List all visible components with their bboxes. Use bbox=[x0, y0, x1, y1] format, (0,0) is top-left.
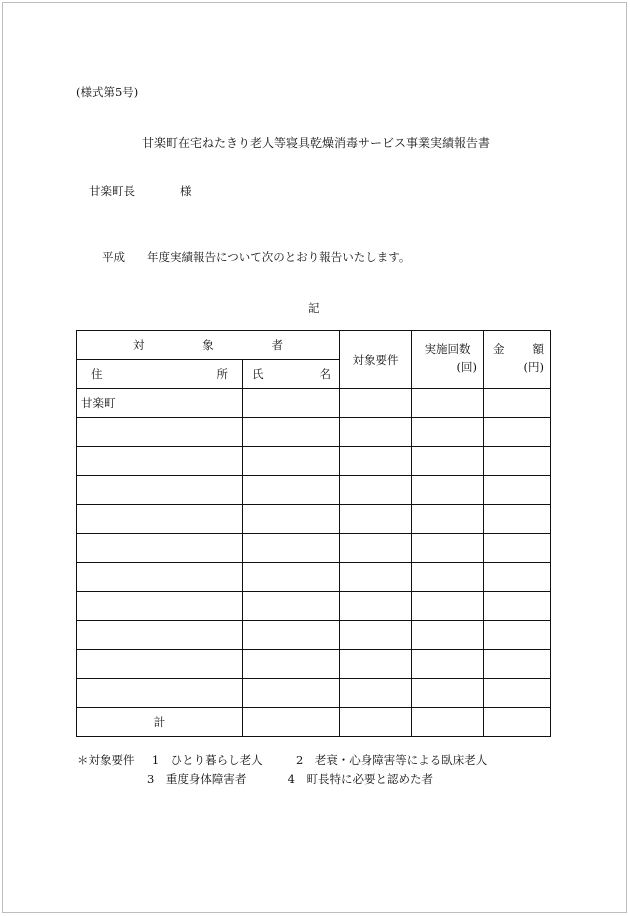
header-char: 金 bbox=[493, 341, 505, 356]
amount-cell bbox=[484, 534, 551, 563]
table-row bbox=[77, 592, 551, 621]
name-cell bbox=[243, 679, 340, 708]
header-char: 象 bbox=[202, 338, 214, 352]
table-row bbox=[77, 650, 551, 679]
name-cell bbox=[243, 476, 340, 505]
count-cell bbox=[412, 679, 484, 708]
header-count-unit: (回) bbox=[456, 359, 477, 374]
requirement-cell bbox=[340, 650, 412, 679]
amount-cell bbox=[484, 592, 551, 621]
table-row bbox=[77, 389, 551, 418]
address-cell bbox=[77, 476, 243, 505]
address-cell bbox=[77, 447, 243, 476]
table-row bbox=[77, 534, 551, 563]
count-cell bbox=[412, 476, 484, 505]
header-amount bbox=[484, 331, 551, 389]
header-target-person bbox=[77, 331, 340, 360]
address-cell bbox=[77, 418, 243, 447]
count-cell bbox=[412, 592, 484, 621]
note-item-2: 2 老衰・心身障害等による臥床老人 bbox=[295, 753, 488, 767]
requirement-cell bbox=[340, 389, 412, 418]
record-table bbox=[76, 330, 551, 737]
amount-cell bbox=[484, 418, 551, 447]
address-cell bbox=[77, 621, 243, 650]
note-line-2 bbox=[147, 771, 433, 787]
count-cell bbox=[412, 505, 484, 534]
count-cell bbox=[412, 708, 484, 737]
header-char: 氏 bbox=[252, 367, 264, 381]
header-char: 住 bbox=[91, 367, 103, 381]
name-cell bbox=[243, 621, 340, 650]
requirement-cell bbox=[340, 476, 412, 505]
address-cell bbox=[77, 563, 243, 592]
note-line-1 bbox=[77, 752, 487, 768]
table-row bbox=[77, 476, 551, 505]
requirement-cell bbox=[340, 534, 412, 563]
count-cell bbox=[412, 447, 484, 476]
requirement-cell bbox=[340, 505, 412, 534]
count-cell bbox=[412, 621, 484, 650]
note-item-3: 3 重度身体障害者 bbox=[147, 772, 247, 786]
total-row bbox=[77, 708, 551, 737]
table-row bbox=[77, 418, 551, 447]
header-char: 所 bbox=[216, 367, 228, 381]
amount-cell bbox=[484, 621, 551, 650]
table-row bbox=[77, 505, 551, 534]
amount-cell bbox=[484, 505, 551, 534]
note-item-1: 1 ひとり暮らし老人 bbox=[151, 753, 263, 767]
ki-heading: 記 bbox=[308, 301, 320, 315]
name-cell bbox=[243, 418, 340, 447]
count-cell bbox=[412, 650, 484, 679]
name-cell bbox=[243, 592, 340, 621]
header-count-label: 実施回数 bbox=[424, 341, 471, 356]
header-char: 対 bbox=[133, 338, 145, 352]
header-char: 額 bbox=[532, 341, 544, 356]
header-address bbox=[77, 360, 243, 389]
report-statement bbox=[102, 249, 410, 265]
note-heading: ＊対象要件 bbox=[77, 753, 135, 767]
amount-cell bbox=[484, 389, 551, 418]
name-cell bbox=[243, 563, 340, 592]
header-name bbox=[243, 360, 340, 389]
amount-cell bbox=[484, 708, 551, 737]
amount-cell bbox=[484, 679, 551, 708]
requirement-cell bbox=[340, 447, 412, 476]
amount-cell bbox=[484, 476, 551, 505]
name-cell bbox=[243, 505, 340, 534]
table-row bbox=[77, 447, 551, 476]
name-cell bbox=[243, 447, 340, 476]
document-title: 甘楽町在宅ねたきり老人等寝具乾燥消毒サービス事業実績報告書 bbox=[142, 136, 491, 150]
address-cell: 甘楽町 bbox=[77, 389, 243, 418]
requirement-cell bbox=[340, 592, 412, 621]
count-cell bbox=[412, 418, 484, 447]
header-count bbox=[412, 331, 484, 389]
note-item-4: 4 町長特に必要と認めた者 bbox=[287, 772, 433, 786]
header-amount-unit: (円) bbox=[523, 359, 544, 374]
address-cell bbox=[77, 592, 243, 621]
requirement-cell bbox=[340, 679, 412, 708]
requirement-cell bbox=[340, 708, 412, 737]
count-cell bbox=[412, 563, 484, 592]
requirement-cell bbox=[340, 418, 412, 447]
address-cell bbox=[77, 679, 243, 708]
amount-cell bbox=[484, 563, 551, 592]
amount-cell bbox=[484, 447, 551, 476]
name-cell bbox=[243, 534, 340, 563]
address-cell bbox=[77, 505, 243, 534]
requirement-cell bbox=[340, 621, 412, 650]
name-cell bbox=[243, 650, 340, 679]
address-cell bbox=[77, 534, 243, 563]
name-cell bbox=[243, 389, 340, 418]
address-cell bbox=[77, 650, 243, 679]
header-char: 名 bbox=[319, 367, 331, 381]
header-char: 者 bbox=[271, 338, 283, 352]
header-requirement: 対象要件 bbox=[340, 331, 412, 389]
form-number: (様式第5号) bbox=[76, 85, 139, 99]
addressee-honorific: 様 bbox=[180, 184, 192, 198]
addressee bbox=[89, 183, 192, 199]
count-cell bbox=[412, 534, 484, 563]
total-label: 計 bbox=[77, 708, 243, 737]
requirement-cell bbox=[340, 563, 412, 592]
table-row bbox=[77, 563, 551, 592]
addressee-name: 甘楽町長 bbox=[89, 184, 135, 198]
count-cell bbox=[412, 389, 484, 418]
era-name: 平成 bbox=[102, 250, 125, 264]
amount-cell bbox=[484, 650, 551, 679]
table-row bbox=[77, 679, 551, 708]
name-cell bbox=[243, 708, 340, 737]
statement-text: 年度実績報告について次のとおり報告いたします。 bbox=[147, 250, 411, 264]
table-row bbox=[77, 621, 551, 650]
